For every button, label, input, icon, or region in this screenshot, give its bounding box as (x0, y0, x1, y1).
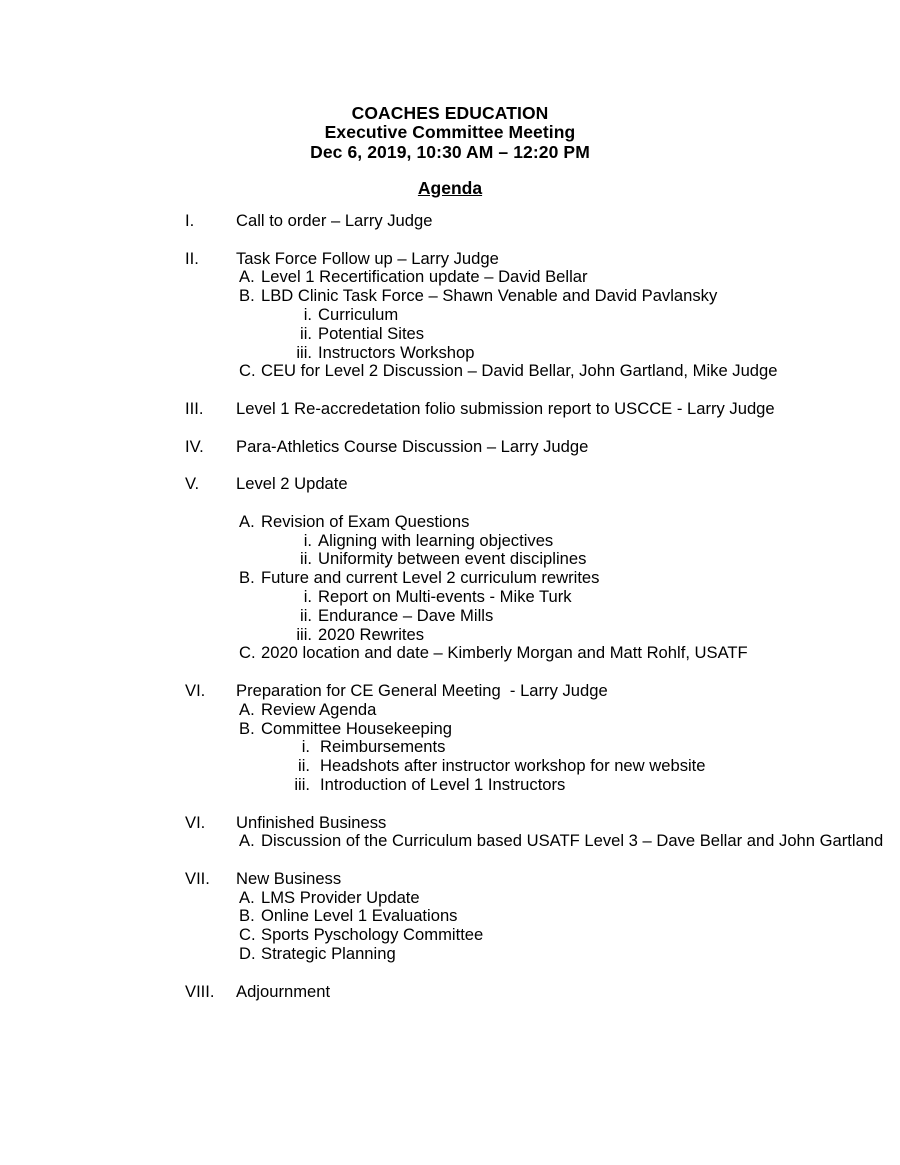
agenda-subsubitem-marker: ii. (298, 756, 310, 776)
agenda-subsubitem-marker: iii. (294, 774, 310, 794)
agenda-subitem-marker: A. (239, 511, 255, 531)
agenda-subsubitem-label: Curriculum (318, 304, 399, 324)
agenda-item-label: Call to order – Larry Judge (236, 211, 433, 230)
agenda-subsubitem-label: Introduction of Level 1 Instructors (320, 774, 566, 794)
agenda-item-level2 (0, 889, 900, 908)
agenda-item-level2 (0, 268, 900, 287)
agenda-item-label: Task Force Follow up – Larry Judge (236, 248, 499, 268)
agenda-subsubitem-label: Endurance – Dave Mills (318, 605, 494, 625)
agenda-item-level3 (0, 325, 900, 344)
agenda-subitem-label: Level 1 Recertification update – David Bellar (261, 267, 588, 287)
agenda-item-marker: III. (185, 398, 204, 418)
agenda-subitem-label: LBD Clinic Task Force – Shawn Venable and David Pavlansky (261, 286, 718, 306)
document-header (0, 104, 900, 162)
agenda-item-level3 (0, 776, 900, 795)
agenda-item-level3 (0, 626, 900, 645)
agenda-spacer (0, 851, 900, 870)
agenda-subsubitem-marker: ii. (300, 323, 312, 343)
agenda-subitem-marker: A. (239, 267, 255, 287)
agenda-item-marker: V. (185, 474, 200, 494)
agenda-subitem-label: Future and current Level 2 curriculum rewrites (261, 568, 600, 588)
agenda-item-level1 (0, 400, 900, 419)
agenda-item-label: Para-Athletics Course Discussion – Larry Judge (236, 436, 589, 456)
agenda-subitem-label: Committee Housekeeping (261, 718, 452, 738)
agenda-subitem-marker: C. (239, 643, 256, 663)
header-line-organization: COACHES EDUCATION (351, 103, 549, 123)
agenda-item-level2 (0, 926, 900, 945)
agenda-subitem-label: LMS Provider Update (261, 887, 420, 907)
agenda-subsubitem-label: Aligning with learning objectives (318, 530, 554, 550)
agenda-subsubitem-marker: i. (303, 304, 312, 324)
agenda-spacer (0, 381, 900, 400)
agenda-item-label: Unfinished Business (236, 812, 387, 832)
agenda-item-level1 (0, 814, 900, 833)
agenda-title (0, 179, 900, 198)
agenda-item-label: Level 2 Update (236, 474, 348, 494)
agenda-spacer (0, 663, 900, 682)
agenda-item-level3 (0, 738, 900, 757)
agenda-subsubitem-label: Potential Sites (318, 323, 425, 343)
agenda-subsubitem-label: Instructors Workshop (318, 342, 475, 362)
agenda-subsubitem-label: Report on Multi-events - Mike Turk (318, 586, 572, 606)
agenda-subitem-marker: A. (239, 887, 255, 907)
agenda-subsubitem-marker: i. (303, 586, 312, 606)
agenda-item-level2 (0, 569, 900, 588)
agenda-subsubitem-marker: iii. (296, 624, 312, 644)
agenda-item-level1 (0, 438, 900, 457)
agenda-subsubitem-label: Reimbursements (320, 737, 446, 757)
agenda-subitem-label: 2020 location and date – Kimberly Morgan and Matt Rohlf, USATF (261, 643, 748, 663)
agenda-subitem-marker: A. (239, 699, 255, 719)
agenda-subitem-marker: C. (239, 361, 256, 381)
agenda-subsubitem-label: Headshots after instructor workshop for new website (320, 756, 706, 776)
agenda-list (0, 212, 900, 1001)
agenda-item-level3 (0, 588, 900, 607)
agenda-subitem-label: Sports Pyschology Committee (261, 925, 484, 945)
agenda-item-marker: VI. (185, 680, 206, 700)
agenda-item-level2 (0, 287, 900, 306)
agenda-subsubitem-label: 2020 Rewrites (318, 624, 425, 644)
agenda-item-level3 (0, 607, 900, 626)
agenda-spacer (0, 231, 900, 250)
agenda-item-level2 (0, 701, 900, 720)
agenda-subitem-label: Revision of Exam Questions (261, 511, 470, 531)
agenda-subitem-marker: D. (239, 944, 256, 964)
agenda-subsubitem-marker: iii. (296, 342, 312, 362)
agenda-subitem-label: Online Level 1 Evaluations (261, 906, 458, 926)
agenda-item-level1 (0, 983, 900, 1002)
agenda-item-marker: VI. (185, 812, 206, 832)
agenda-item-label: Preparation for CE General Meeting - Larry Judge (236, 680, 608, 700)
agenda-subitem-marker: B. (239, 906, 255, 926)
agenda-subsubitem-marker: i. (303, 530, 312, 550)
agenda-subitem-marker: B. (239, 718, 255, 738)
agenda-item-marker: VIII. (185, 981, 215, 1001)
agenda-subsubitem-marker: ii. (300, 549, 312, 569)
agenda-item-marker: IV. (185, 436, 204, 456)
agenda-item-level3 (0, 532, 900, 551)
agenda-spacer (0, 494, 900, 513)
agenda-item-level3 (0, 550, 900, 569)
agenda-item-level1 (0, 682, 900, 701)
header-line-datetime: Dec 6, 2019, 10:30 AM – 12:20 PM (310, 141, 590, 162)
agenda-item-label: New Business (236, 868, 342, 888)
agenda-item-label: Adjournment (236, 981, 331, 1001)
agenda-item-level3 (0, 757, 900, 776)
agenda-item-level2 (0, 945, 900, 964)
agenda-item-marker: II. (185, 248, 199, 268)
agenda-item-level3 (0, 306, 900, 325)
agenda-spacer (0, 964, 900, 983)
agenda-item-level2 (0, 720, 900, 739)
agenda-subitem-marker: B. (239, 286, 255, 306)
agenda-subsubitem-marker: i. (301, 737, 310, 757)
agenda-item-level2 (0, 644, 900, 663)
agenda-subsubitem-label: Uniformity between event disciplines (318, 549, 587, 569)
agenda-item-level3 (0, 344, 900, 363)
agenda-item-level1 (0, 212, 900, 231)
agenda-subitem-label: Review Agenda (261, 699, 377, 719)
header-line-meeting-type: Executive Committee Meeting (324, 122, 576, 143)
agenda-subitem-label: Discussion of the Curriculum based USATF Level 3 – Dave Bellar and John Gartland (261, 831, 884, 851)
agenda-item-level2 (0, 832, 900, 851)
agenda-subitem-marker: B. (239, 568, 255, 588)
agenda-subsubitem-marker: ii. (300, 605, 312, 625)
agenda-item-level1 (0, 475, 900, 494)
agenda-item-level2 (0, 907, 900, 926)
agenda-item-marker: VII. (185, 868, 210, 888)
agenda-item-level2 (0, 362, 900, 381)
agenda-item-level1 (0, 870, 900, 889)
agenda-spacer (0, 419, 900, 438)
agenda-subitem-marker: C. (239, 925, 256, 945)
agenda-item-marker: I. (185, 211, 195, 230)
agenda-subitem-label: Strategic Planning (261, 944, 396, 964)
agenda-item-label: Level 1 Re-accredetation folio submission report to USCCE - Larry Judge (236, 398, 775, 418)
agenda-spacer (0, 456, 900, 475)
agenda-subitem-label: CEU for Level 2 Discussion – David Bellar, John Gartland, Mike Judge (261, 361, 778, 381)
agenda-subitem-marker: A. (239, 831, 255, 851)
agenda-item-level1 (0, 250, 900, 269)
agenda-title-text: Agenda (417, 178, 483, 198)
agenda-spacer (0, 795, 900, 814)
agenda-item-level2 (0, 513, 900, 532)
